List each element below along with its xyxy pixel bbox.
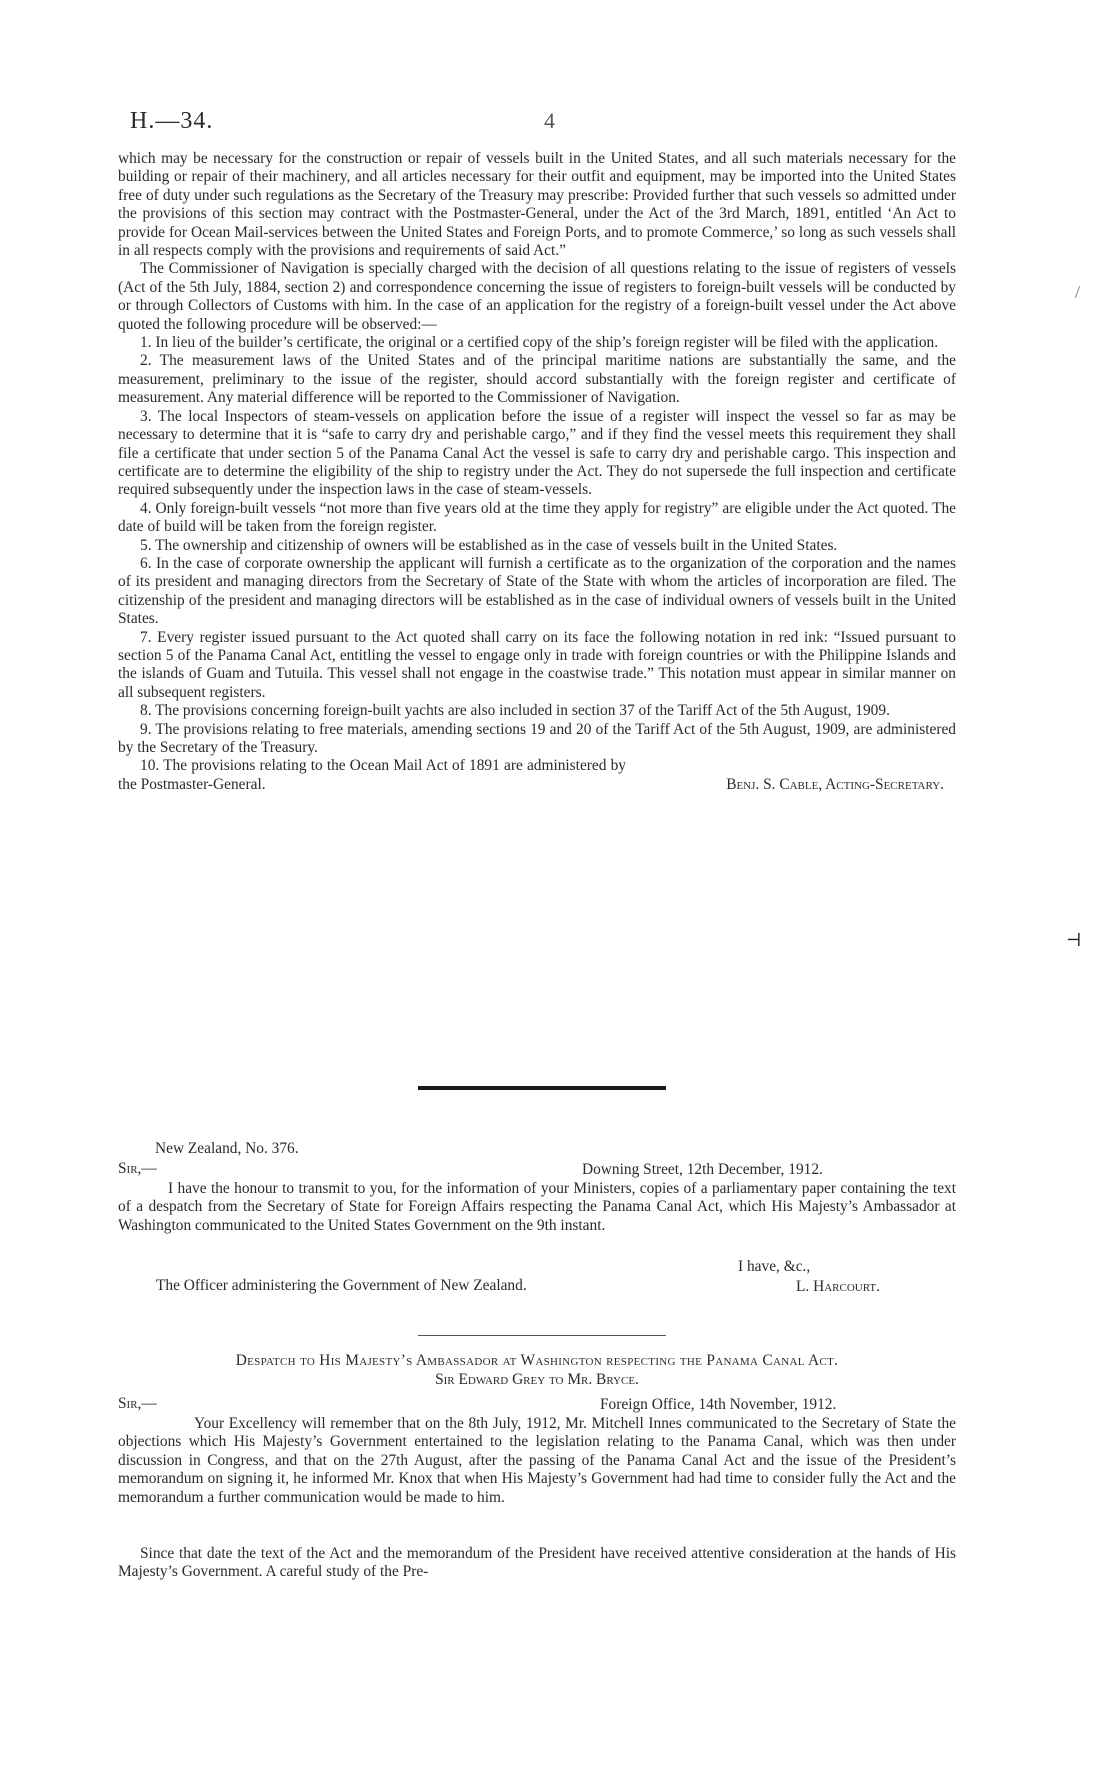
letter-reference: New Zealand, No. 376. (155, 1140, 299, 1157)
despatch-subheading: Sir Edward Grey to Mr. Bryce. (435, 1371, 639, 1388)
procedure-item-3: 3. The local Inspectors of steam-vessels on application before the issue of a register will inspect the vessel so far as may be necessary to determine that it is “safe to carry dry and perishable cargo,” and if they find the vessel meets this requirement they shall file a certificate that under section 5 of the Panama Canal Act the vessel is safe to carry dry and perishable cargo. This inspection and certificate are to determine the eligibility of the ship to registry under the Act. They do not supersede the full inspection and certificate required subsequently under the inspection laws in the case of steam-vessels. (118, 407, 956, 499)
page-number: 4 (544, 108, 555, 133)
signature-cable: Benj. S. Cable, Acting-Secretary. (726, 776, 944, 794)
letter-addressee: The Officer administering the Government of New Zealand. (156, 1277, 527, 1294)
procedure-section (118, 150, 956, 795)
section-divider-thick (418, 1086, 666, 1090)
despatch-place-date: Foreign Office, 14th November, 1912. (600, 1396, 837, 1413)
letter-place-date: Downing Street, 12th December, 1912. (582, 1161, 823, 1178)
procedure-item-4: 4. Only foreign-built vessels “not more than five years old at the time they apply for registry” are eligible under the Act quoted. The date of build will be taken from the foreign register. (118, 499, 956, 536)
margin-mark: ⊣ (1066, 930, 1082, 950)
procedure-item-7: 7. Every register issued pursuant to the Act quoted shall carry on its face the following notation in red ink: “Issued pursuant to section 5 of the Panama Canal Act, entitling the vessel to engage only in trade with foreign countries or with the Philippine Islands and the islands of Guam and Tutuila. This vessel shall not engage in the coastwise trade.” This notation must appear in similar manner on all subsequent registers. (118, 628, 956, 701)
despatch-salutation: Sir,— (118, 1395, 157, 1412)
letter-salutation: Sir,— (118, 1160, 157, 1177)
despatch-paragraph-1: Your Excellency will remember that on the 8th July, 1912, Mr. Mitchell Innes communicated to the Secretary of State the objections which His Majesty’s Government entertained to the legislation relating to the Panama Canal, which was then under discussion in Congress, and that on the 27th August, after the passing of the Panama Canal Act and the issue of the President’s memorandum on signing it, he informed Mr. Knox that when His Majesty’s Government had had time to consider fully the Act and the memorandum a further communication would be made to him. (118, 1415, 956, 1506)
procedure-item-9: 9. The provisions relating to free materials, amending sections 19 and 20 of the Tariff Act of the 5th August, 1909, are administered by the Secretary of the Treasury. (118, 720, 956, 756)
paragraph-continued: which may be necessary for the construction or repair of vessels built in the United States, and all such materials necessary for the building or repair of their machinery, and all articles necessary for their outfit and equipment, may be imported into the United States free of duty under such regulations as the Secretary of the Treasury may prescribe: Provided further that such vessels so admitted under the provisions of this section may contract with the Postmaster-General, under the Act of the 3rd March, 1891, entitled ‘An Act to provide for Ocean Mail-services between the United States and Foreign Ports, and to promote Commerce,’ so long as such vessels shall in all respects comply with the provisions and requirements of said Act.” (118, 150, 956, 260)
procedure-item-5: 5. The ownership and citizenship of owners will be established as in the case of vessels built in the United States. (140, 536, 838, 554)
page-header (130, 108, 964, 140)
paragraph-commissioner: The Commissioner of Navigation is specially charged with the decision of all questions relating to the issue of registers of vessels (Act of the 5th July, 1884, section 2) and correspondence concerning the issue of registers to foreign-built vessels will be conducted by or through Collectors of Customs with him. In the case of an application for the registry of a foreign-built vessel under the Act above quoted the following procedure will be observed:— (118, 260, 956, 333)
margin-mark: / (1075, 282, 1081, 302)
letter-body: I have the honour to transmit to you, for the information of your Ministers, copies of a parliamentary paper containing the text of a despatch from the Secretary of State for Foreign Affairs respecting the Panama Canal Act, which His Majesty’s Ambassador at Washington communicated to the United States Government on the 9th instant. (118, 1180, 956, 1234)
procedure-item-10: 10. The provisions relating to the Ocean Mail Act of 1891 are administered by the Postmaster-General. (118, 757, 626, 793)
procedure-item-8: 8. The provisions concerning foreign-built yachts are also included in section 37 of the Tariff Act of the 5th August, 1909. (140, 702, 890, 720)
despatch-heading: Despatch to His Majesty’s Ambassador at Washington respecting the Panama Canal Act. (235, 1352, 839, 1369)
procedure-item-6: 6. In the case of corporate ownership the applicant will furnish a certificate as to the organization of the corporation and the names of its president and managing directors from the Secretary of State of the State with whom the articles of incorporation are filed. The citizenship of the president and managing directors will be established as in the case of individual owners of vessels built in the United States. (118, 554, 956, 628)
procedure-item-1: 1. In lieu of the builder’s certificate, the original or a certified copy of the ship’s foreign register will be filed with the application. (140, 334, 939, 352)
document-reference: H.—34. (130, 108, 214, 134)
section-divider-thin (418, 1335, 666, 1336)
procedure-item-2: 2. The measurement laws of the United States and of the principal maritime nations are substantially the same, and the measurement, preliminary to the issue of the register, should accord substantially with the foreign register and certificate of measurement. Any material difference will be reported to the Commissioner of Navigation. (118, 352, 956, 407)
letter-signature: L. Harcourt. (796, 1278, 880, 1295)
letter-closing: I have, &c., (738, 1258, 811, 1275)
despatch-paragraph-2: Since that date the text of the Act and the memorandum of the President have received attentive consideration at the hands of His Majesty’s Government. A careful study of the Pre- (118, 1545, 956, 1581)
